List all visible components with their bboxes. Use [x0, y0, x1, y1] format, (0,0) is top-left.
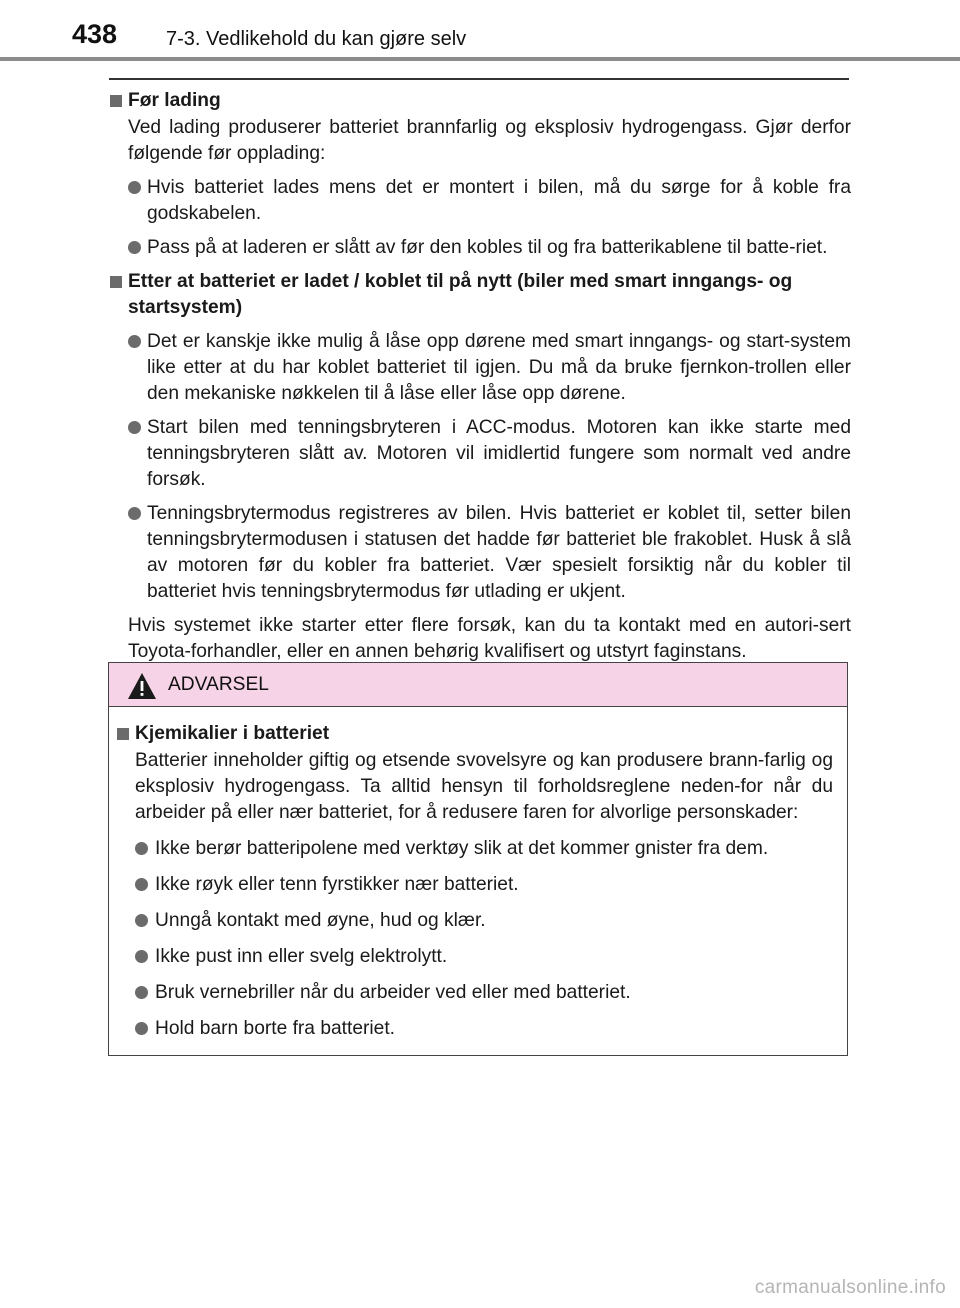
list-item — [109, 329, 851, 407]
list-item — [109, 175, 851, 227]
list-item — [109, 944, 833, 970]
list-item-text: Start bilen med tenningsbryteren i ACC-modus. Motoren kan ikke starte med tenningsbryteren slått av. Motoren vil imidlertid fungere som normalt ved andre forsøk. — [147, 417, 851, 490]
list-item — [109, 908, 833, 934]
circle-bullet-icon — [135, 914, 148, 927]
circle-bullet-icon — [135, 1022, 148, 1035]
warning-header — [109, 663, 847, 707]
list-item — [109, 415, 851, 493]
square-bullet-icon — [110, 95, 122, 107]
circle-bullet-icon — [135, 986, 148, 999]
list-item — [109, 235, 851, 261]
list-item-text: Unngå kontakt med øyne, hud og klær. — [155, 910, 486, 931]
warning-heading — [109, 721, 833, 747]
list-item — [109, 836, 833, 862]
list-item-text: Det er kanskje ikke mulig å låse opp dørene med smart inngangs- og start-system like etter at du har koblet batteriet til igjen. Du må da bruke fjernkon-trollen eller den mekaniske nøkkelen til å låse eller låse opp dørene. — [147, 331, 851, 404]
circle-bullet-icon — [128, 241, 141, 254]
list-item — [109, 501, 851, 605]
page-header — [0, 0, 960, 66]
warning-body — [109, 721, 833, 1042]
main-content — [109, 88, 851, 665]
list-item — [109, 980, 833, 1006]
circle-bullet-icon — [128, 421, 141, 434]
heading-text: Etter at batteriet er ladet / koblet til på nytt (biler med smart inngangs- og startsystem) — [128, 271, 793, 318]
warning-box — [108, 662, 848, 1056]
circle-bullet-icon — [128, 507, 141, 520]
circle-bullet-icon — [128, 335, 141, 348]
section-heading-after-charging — [109, 269, 851, 321]
warning-triangle-icon — [127, 672, 157, 700]
header-divider — [0, 57, 960, 61]
paragraph: Ved lading produserer batteriet brannfarlig og eksplosiv hydrogengass. Gjør derfor følgende før opplading: — [128, 117, 851, 164]
list-item — [109, 872, 833, 898]
list-item-text: Ikke pust inn eller svelg elektrolytt. — [155, 946, 448, 967]
heading-text: Kjemikalier i batteriet — [135, 723, 330, 744]
section-title: 7-3. Vedlikehold du kan gjøre selv — [166, 28, 467, 50]
list-item-text: Bruk vernebriller når du arbeider ved eller med batteriet. — [155, 982, 631, 1003]
warning-title: ADVARSEL — [168, 674, 269, 695]
list-item — [109, 1016, 833, 1042]
list-item-text: Tenningsbrytermodus registreres av bilen. Hvis batteriet er koblet til, setter bilen tenningsbrytermodusen i statusen det hadde før batteriet ble frakoblet. Husk å slå av motoren før du kobler fra batteriet. Vær spesielt forsiktig når du kobler til batteriet hvis tenningsbrytermodus før utlading er ukjent. — [147, 503, 851, 602]
circle-bullet-icon — [135, 842, 148, 855]
list-item-text: Pass på at laderen er slått av før den kobles til og fra batterikablene til batte-riet. — [147, 237, 828, 258]
page-number: 438 — [72, 19, 118, 49]
list-item-text: Ikke berør batteripolene med verktøy slik at det kommer gnister fra dem. — [155, 838, 769, 859]
watermark: carmanualsonline.info — [754, 1277, 946, 1298]
paragraph: Batterier inneholder giftig og etsende svovelsyre og kan produsere brann-farlig og eksplosiv hydrogengass. Ta alltid hensyn til forholdsreglene neden-for når du arbeider på eller nær batteriet, for å redusere faren for alvorlige personskader: — [135, 750, 833, 823]
section-heading-before-charging — [109, 88, 851, 114]
circle-bullet-icon — [128, 181, 141, 194]
circle-bullet-icon — [135, 878, 148, 891]
square-bullet-icon — [110, 276, 122, 288]
paragraph: Hvis systemet ikke starter etter flere forsøk, kan du ta kontakt med en autori-sert Toyota-forhandler, eller en annen behørig kvalifisert og utstyrt faginstans. — [128, 615, 851, 662]
square-bullet-icon — [117, 728, 129, 740]
heading-text: Før lading — [128, 90, 221, 111]
content-top-divider — [109, 78, 849, 80]
list-item-text: Hvis batteriet lades mens det er montert i bilen, må du sørge for å koble fra godskabelen. — [147, 177, 851, 224]
list-item-text: Hold barn borte fra batteriet. — [155, 1018, 395, 1039]
list-item-text: Ikke røyk eller tenn fyrstikker nær batteriet. — [155, 874, 519, 895]
circle-bullet-icon — [135, 950, 148, 963]
